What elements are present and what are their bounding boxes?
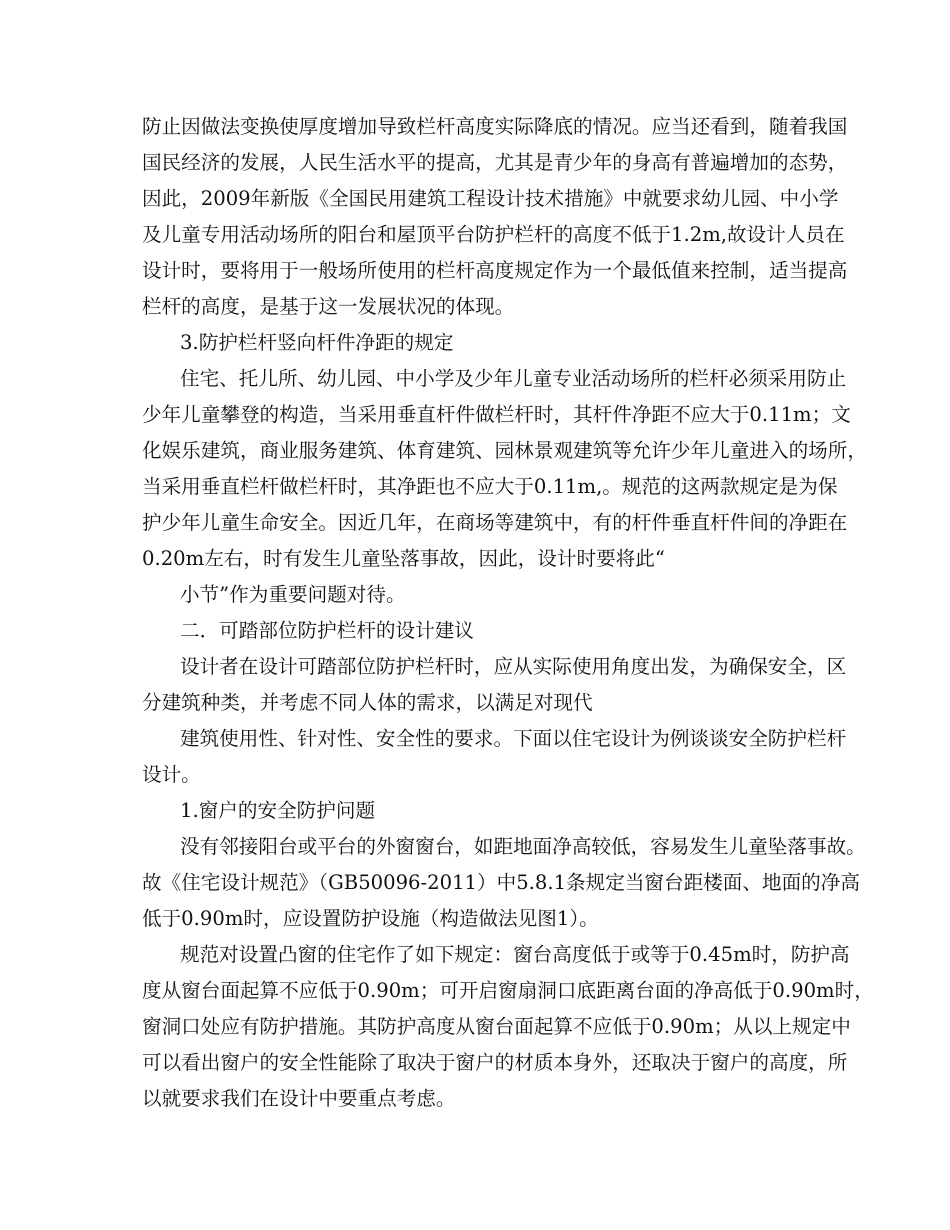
text-line: 防止因做法变换使厚度增加导致栏杆高度实际降底的情况。应当还看到，随着我国	[142, 115, 848, 138]
text-line: 少年儿童攀登的构造，当采用垂直杆件做栏杆时，其杆件净距不应大于0.11m；文	[142, 403, 851, 426]
text-line: 低于0.90m时，应设置防护设施（构造做法见图1）。	[142, 907, 599, 930]
text-line: 小节”作为重要问题对待。	[180, 583, 406, 606]
text-line: 及儿童专用活动场所的阳台和屋顶平台防护栏杆的高度不低于1.2m,故设计人员在	[142, 223, 845, 246]
text-line: 以就要求我们在设计中要重点考虑。	[142, 1087, 456, 1110]
text-line: 设计时，要将用于一般场所使用的栏杆高度规定作为一个最低值来控制，适当提高	[142, 259, 848, 282]
text-line: 度从窗台面起算不应低于0.90m；可开启窗扇洞口底距离台面的净高低于0.90m时，	[142, 979, 874, 1002]
text-line: 设计者在设计可踏部位防护栏杆时，应从实际使用角度出发，为确保安全，区	[180, 655, 847, 678]
text-line: 0.20m左右，时有发生儿童坠落事故，因此，设计时要将此“	[142, 547, 665, 570]
section-heading: 3.防护栏杆竖向杆件净距的规定	[180, 331, 454, 354]
text-line: 可以看出窗户的安全性能除了取决于窗户的材质本身外，还取决于窗户的高度，所	[142, 1051, 848, 1074]
text-line: 因此，2009年新版《全国民用建筑工程设计技术措施》中就要求幼儿园、中小学	[142, 187, 839, 210]
text-line: 建筑使用性、针对性、安全性的要求。下面以住宅设计为例谈谈安全防护栏杆	[180, 727, 847, 750]
text-line: 规范对设置凸窗的住宅作了如下规定：窗台高度低于或等于0.45m时，防护高	[180, 943, 850, 966]
text-line: 化娱乐建筑，商业服务建筑、体育建筑、园林景观建筑等允许少年儿童进入的场所，	[142, 439, 867, 462]
text-line: 护少年儿童生命安全。因近几年，在商场等建筑中，有的杆件垂直杆件间的净距在	[142, 511, 848, 534]
text-line: 分建筑种类，并考虑不同人体的需求，以满足对现代	[142, 691, 593, 714]
text-line: 故《住宅设计规范》（GB50096-2011）中5.8.1条规定当窗台距楼面、地面的净高	[142, 871, 860, 894]
text-line: 国民经济的发展，人民生活水平的提高，尤其是青少年的身高有普遍增加的态势，	[142, 151, 848, 174]
text-line: 没有邻接阳台或平台的外窗窗台，如距地面净高较低，容易发生儿童坠落事故。	[180, 835, 866, 858]
text-line: 当采用垂直栏杆做栏杆时，其净距也不应大于0.11m,。规范的这两款规定是为保	[142, 475, 838, 498]
text-line: 设计。	[142, 763, 201, 786]
section-heading: 二．可踏部位防护栏杆的设计建议	[180, 619, 474, 642]
section-heading: 1.窗户的安全防护问题	[180, 799, 376, 822]
text-line: 栏杆的高度，是基于这一发展状况的体现。	[142, 295, 515, 318]
text-line: 窗洞口处应有防护措施。其防护高度从窗台面起算不应低于0.90m；从以上规定中	[142, 1015, 851, 1038]
text-line: 住宅、托儿所、幼儿园、中小学及少年儿童专业活动场所的栏杆必须采用防止	[180, 367, 847, 390]
